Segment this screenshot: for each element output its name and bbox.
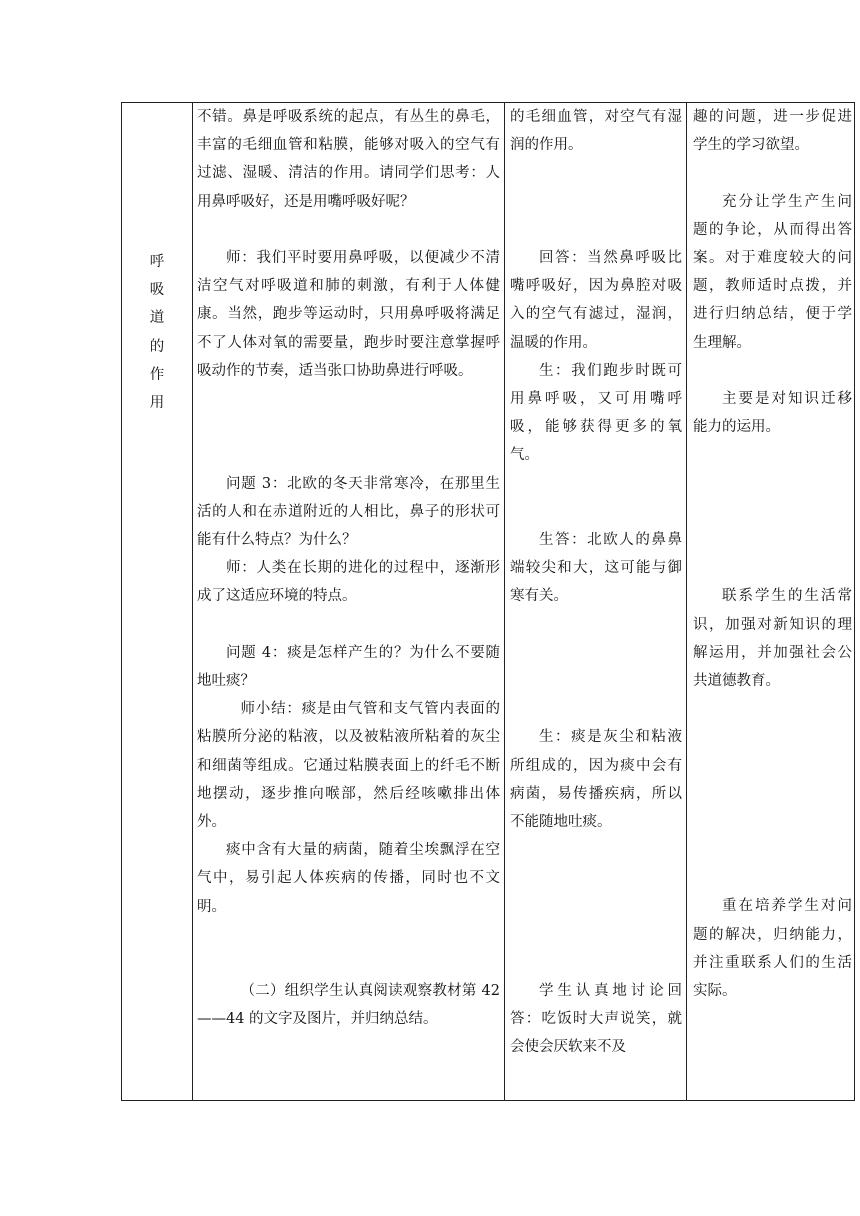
section-label: 呼 吸 道 的 作 用 bbox=[149, 254, 165, 412]
design-intent-column bbox=[687, 103, 854, 1005]
teacher-text: 痰中含有大量的病菌，随着尘埃飘浮在空气中，易引起人体疾病的传播，同时也不文明。 bbox=[197, 842, 500, 915]
student-text: 生答：北欧人的鼻鼻端较尖和大，这可能与御寒有关。 bbox=[510, 531, 682, 605]
question-text: 问题 3：北欧的冬天非常寒冷，在那里生活的人和在赤道附近的人相比，鼻子的形状可能有什么特点？为什么？ bbox=[197, 475, 500, 548]
student-text: 生：我们跑步时既可用鼻呼吸，又可用嘴呼吸，能够获得更多的氧气。 bbox=[510, 362, 682, 464]
student-text: 的毛细血管，对空气有湿润的作用。 bbox=[510, 109, 682, 154]
teacher-text: 师：我们平时要用鼻呼吸，以便减少不清洁空气对呼吸道和肺的刺激，有利于人体健康。当然，跑步等运动时，只用鼻呼吸将满足不了人体对氧的需要量，跑步时要注意掌握呼吸动作的节奏，适当张口协助鼻进行呼吸。 bbox=[197, 250, 500, 379]
teacher-text: 不错。鼻是呼吸系统的起点，有丛生的鼻毛，丰富的毛细血管和粘膜，能够对吸入的空气有过滤、湿暖、清洁的作用。请同学们思考：人用鼻呼吸好，还是用嘴呼吸好呢？ bbox=[197, 109, 500, 210]
student-text: 生：痰是灰尘和粘液所组成的，因为痰中会有病菌，易传播疾病，所以不能随地吐痰。 bbox=[510, 729, 682, 830]
teacher-text: （二）组织学生认真阅读观察教材第 42——44 的文字及图片，并归纳总结。 bbox=[197, 983, 500, 1028]
question-text: 问题 4：痰是怎样产生的？为什么不要随地吐痰？ bbox=[197, 644, 500, 689]
intent-text: 联系学生的生活常识，加强对新知识的理解运用，并加强社会公共道德教育。 bbox=[693, 588, 852, 689]
lesson-table bbox=[121, 102, 855, 1101]
intent-text: 充分让学生产生问题的争论，从而得出答案。对于难度较大的问题，教师适时点拨，并进行归纳总结，便于学生理解。 bbox=[693, 193, 852, 351]
teacher-summary: 师小结：痰是由气管和支气管内表面的粘膜所分泌的粘液，以及被粘液所粘着的灰尘和细菌等组成。它通过粘膜表面上的纤毛不断地摆动，逐步推向喉部，然后经咳嗽排出体外。 bbox=[197, 701, 500, 830]
student-text: 回答：当然鼻呼吸比嘴呼吸好，因为鼻腔对吸入的空气有滤过，湿润，温暖的作用。 bbox=[510, 249, 682, 351]
teacher-text: 师：人类在长期的进化的过程中，逐渐形成了这适应环境的特点。 bbox=[197, 560, 500, 605]
intent-text: 重在培养学生对问题的解决，归纳能力，并注重联系人们的生活实际。 bbox=[693, 898, 852, 1000]
student-activity-column bbox=[505, 103, 686, 1062]
teacher-activity-column bbox=[193, 103, 504, 1034]
intent-text: 趣的问题，进一步促进学生的学习欲望。 bbox=[693, 109, 852, 154]
intent-text: 主要是对知识迁移能力的运用。 bbox=[693, 391, 852, 436]
student-text: 学生认真地讨论回答：吃饭时大声说笑，就会使会厌软来不及 bbox=[510, 983, 682, 1056]
